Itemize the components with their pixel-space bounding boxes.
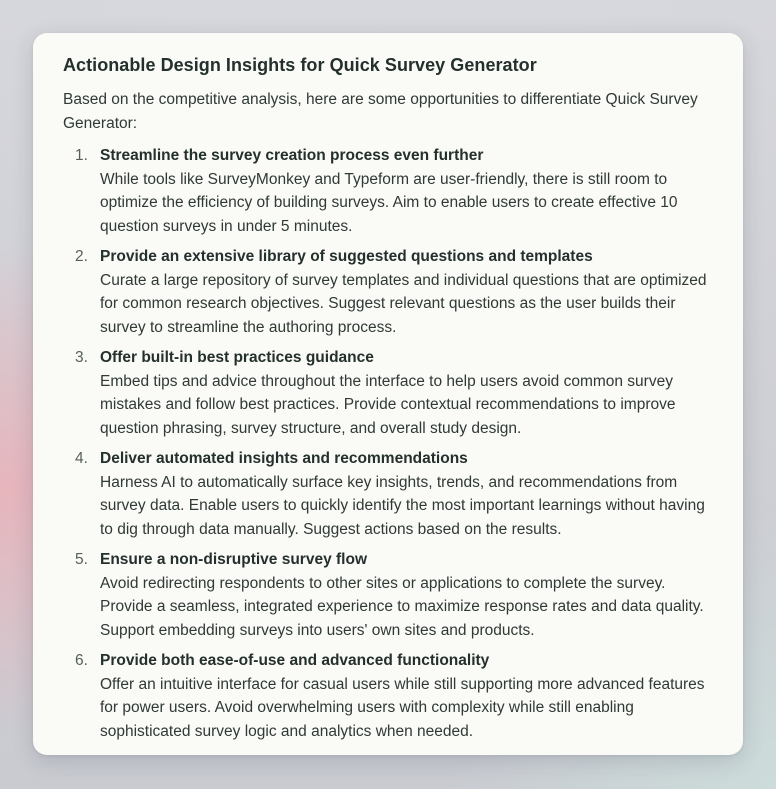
insight-title: Deliver automated insights and recommendations: [100, 450, 468, 467]
insights-card: [33, 33, 743, 755]
insight-number: 6.: [75, 652, 88, 669]
insight-body: Avoid redirecting respondents to other sites or applications to complete the survey. Provide a seamless, integrated experience to maximize response rates and data quality. Support embedding surveys into users' own sites and products.: [100, 574, 704, 639]
insight-item-6: [63, 649, 719, 743]
insight-title: Offer built-in best practices guidance: [100, 349, 374, 366]
insight-title: Provide both ease-of-use and advanced functionality: [100, 652, 490, 669]
intro-text: Based on the competitive analysis, here are some opportunities to differentiate Quick Survey Generator:: [63, 91, 698, 132]
insight-title: Ensure a non-disruptive survey flow: [100, 551, 368, 568]
insight-item-3: [63, 346, 719, 440]
insight-item-1: [63, 144, 719, 238]
insight-item-5: [63, 548, 719, 642]
insight-body: Embed tips and advice throughout the interface to help users avoid common survey mistakes and follow best practices. Provide contextual recommendations to improve question phrasing, survey structure, and overall study design.: [100, 372, 676, 437]
card-title: Actionable Design Insights for Quick Survey Generator: [63, 55, 537, 75]
insight-number: 3.: [75, 349, 88, 366]
insight-number: 5.: [75, 551, 88, 568]
insight-number: 4.: [75, 450, 88, 467]
insight-body: While tools like SurveyMonkey and Typeform are user-friendly, there is still room to optimize the efficiency of building surveys. Aim to enable users to create effective 10 question surveys in under 5 minutes.: [100, 170, 678, 235]
insight-item-2: [63, 245, 719, 339]
insight-body: Harness AI to automatically surface key insights, trends, and recommendations from survey data. Enable users to quickly identify the most important learnings without having to dig through data manually. Suggest actions based on the results.: [100, 473, 705, 538]
insight-number: 2.: [75, 248, 88, 265]
insight-title: Streamline the survey creation process even further: [100, 147, 484, 164]
insight-title: Provide an extensive library of suggested questions and templates: [100, 248, 593, 265]
insight-body: Curate a large repository of survey templates and individual questions that are optimized for common research objectives. Suggest relevant questions as the user builds their survey to streamline the authoring process.: [100, 271, 707, 336]
insights-list: [63, 144, 719, 743]
insight-body: Offer an intuitive interface for casual users while still supporting more advanced features for power users. Avoid overwhelming users with complexity while still enabling sophisticated survey logic and analytics when needed.: [100, 675, 705, 740]
insight-item-4: [63, 447, 719, 541]
insight-number: 1.: [75, 147, 88, 164]
